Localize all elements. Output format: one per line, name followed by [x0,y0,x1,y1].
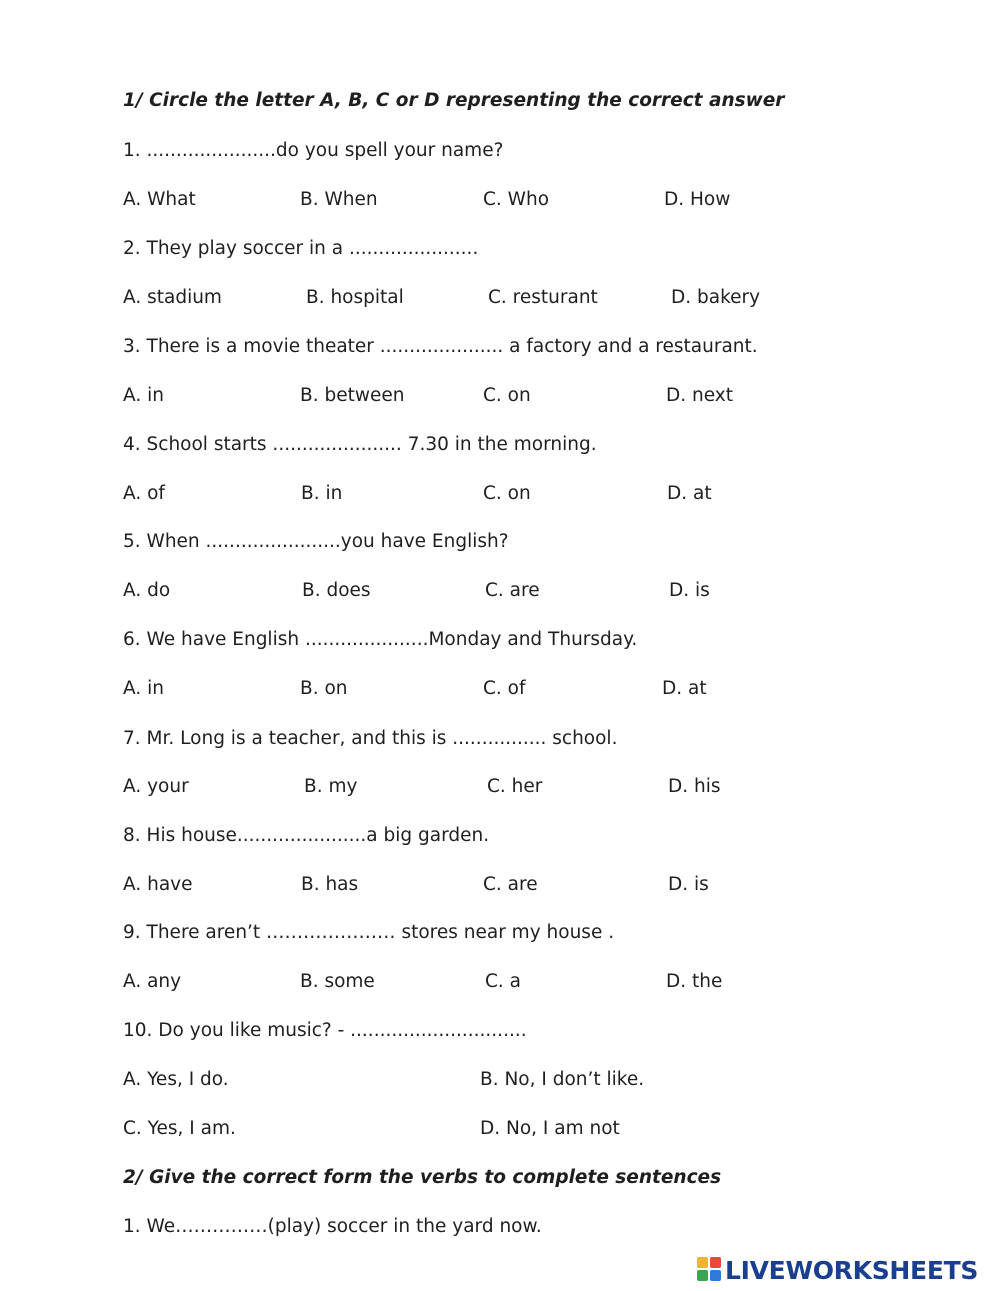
question-9: 9. There aren’t ………………… stores near my house . [123,922,615,943]
section-2-heading: 2/ Give the correct form the verbs to complete sentences [123,1167,722,1188]
q7-option-d[interactable]: D. his [668,776,721,797]
q2-option-c[interactable]: C. resturant [488,287,598,308]
q6-option-d[interactable]: D. at [662,678,707,699]
q10-option-a[interactable]: A. Yes, I do. [123,1069,229,1090]
q8-option-b[interactable]: B. has [301,874,359,895]
q6-option-b[interactable]: B. on [300,678,348,699]
q8-option-d[interactable]: D. is [668,874,709,895]
q5-option-c[interactable]: C. are [485,580,540,601]
question-1: 1. ......................do you spell your name? [123,140,504,161]
logo-cube [710,1270,721,1281]
logo-cubes-icon [697,1257,723,1283]
q5-option-a[interactable]: A. do [123,580,171,601]
q4-option-a[interactable]: A. of [123,483,165,504]
logo-cube [697,1270,708,1281]
q9-option-b[interactable]: B. some [300,971,375,992]
logo-cube [697,1257,708,1268]
q9-option-c[interactable]: C. a [485,971,522,992]
question-2: 2. They play soccer in a ...................... [123,238,479,259]
question-10: 10. Do you like music? - .............................. [123,1020,527,1041]
question-8: 8. His house......................a big garden. [123,825,490,846]
q8-option-a[interactable]: A. have [123,874,193,895]
q3-option-d[interactable]: D. next [666,385,733,406]
q10-option-b[interactable]: B. No, I don’t like. [480,1069,645,1090]
q4-option-c[interactable]: C. on [483,483,531,504]
section-2-item-1: 1. We……………(play) soccer in the yard now. [123,1216,542,1237]
liveworksheets-logo [697,1255,978,1285]
q6-option-c[interactable]: C. of [483,678,526,699]
brand-name: LIVEWORKSHEETS [725,1255,979,1285]
q2-option-b[interactable]: B. hospital [306,287,404,308]
q4-option-b[interactable]: B. in [301,483,343,504]
question-7: 7. Mr. Long is a teacher, and this is ................ school. [123,728,618,749]
q10-option-d[interactable]: D. No, I am not [480,1118,620,1139]
q7-option-b[interactable]: B. my [304,776,358,797]
q1-option-d[interactable]: D. How [664,189,731,210]
q1-option-b[interactable]: B. When [300,189,378,210]
question-6: 6. We have English .....................Monday and Thursday. [123,629,638,650]
q10-option-c[interactable]: C. Yes, I am. [123,1118,236,1139]
q5-option-d[interactable]: D. is [669,580,710,601]
q9-option-d[interactable]: D. the [666,971,723,992]
q8-option-c[interactable]: C. are [483,874,538,895]
q3-option-a[interactable]: A. in [123,385,164,406]
question-4: 4. School starts ...................... 7.30 in the morning. [123,434,597,455]
q2-option-d[interactable]: D. bakery [671,287,761,308]
q6-option-a[interactable]: A. in [123,678,164,699]
q4-option-d[interactable]: D. at [667,483,712,504]
section-1-heading: 1/ Circle the letter A, B, C or D representing the correct answer [123,90,785,111]
question-5: 5. When .......................you have English? [123,531,509,552]
logo-cube [710,1257,721,1268]
q1-option-a[interactable]: A. What [123,189,196,210]
q3-option-b[interactable]: B. between [300,385,405,406]
q3-option-c[interactable]: C. on [483,385,531,406]
q5-option-b[interactable]: B. does [302,580,371,601]
q1-option-c[interactable]: C. Who [483,189,550,210]
q7-option-a[interactable]: A. your [123,776,189,797]
q7-option-c[interactable]: C. her [487,776,543,797]
q9-option-a[interactable]: A. any [123,971,182,992]
q2-option-a[interactable]: A. stadium [123,287,222,308]
question-3: 3. There is a movie theater ..................... a factory and a restaurant. [123,336,758,357]
